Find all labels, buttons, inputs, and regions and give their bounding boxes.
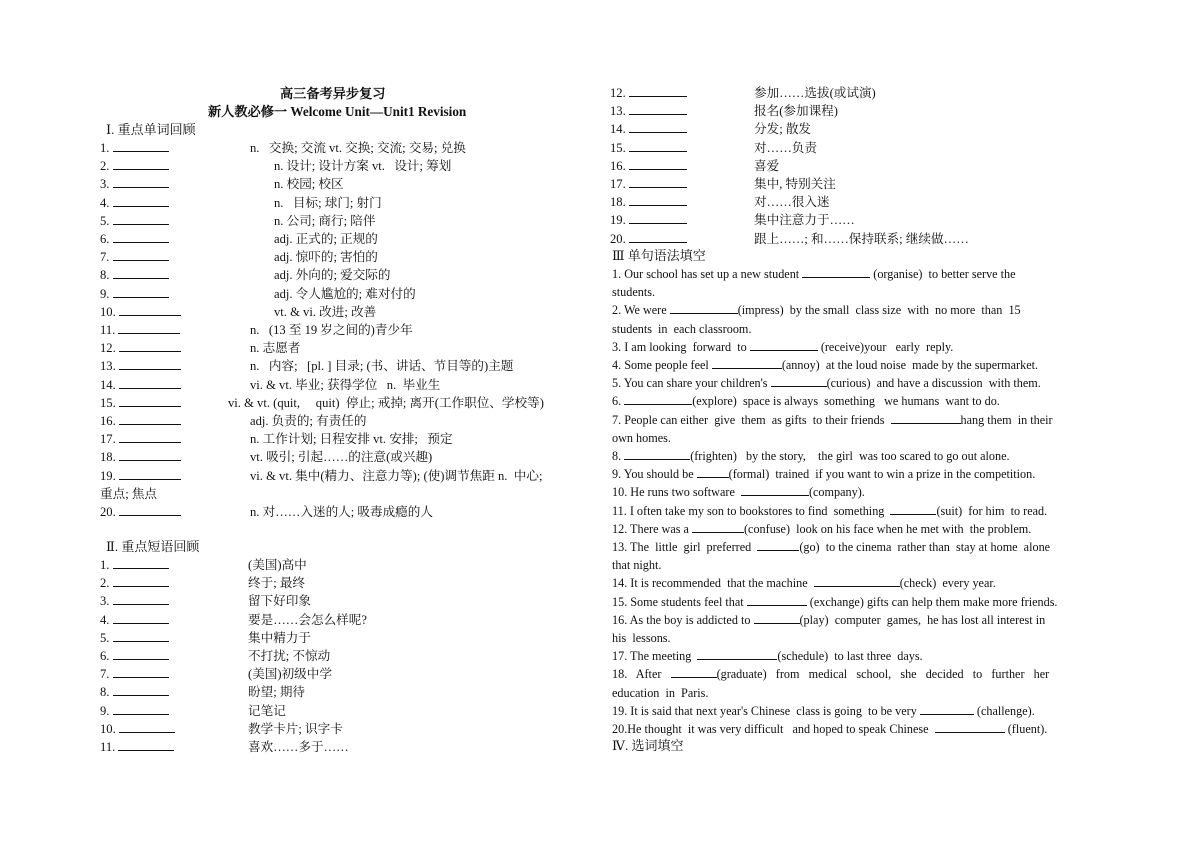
item-definition: 对……很入迷	[754, 195, 830, 210]
phrase-item	[100, 574, 590, 592]
phrase-item	[610, 84, 1100, 102]
phrase-item	[610, 230, 1100, 248]
answer-blank[interactable]	[113, 683, 169, 696]
item-number: 19.	[610, 213, 626, 228]
item-definition: vi. & vt. (quit, quit) 停止; 戒掉; 离开(工作职位、学校等)	[228, 395, 544, 410]
sentence-text: 1. Our school has set up a new student	[612, 267, 803, 281]
vocab-item	[100, 430, 590, 448]
item-number: 1.	[100, 141, 110, 155]
sentence-text: 12. There was a	[612, 521, 692, 536]
item-definition: 对……负责	[754, 140, 817, 155]
phrase-item	[100, 683, 590, 701]
grammar-sentence	[612, 411, 1098, 429]
sentence-text: 15. Some students feel that	[612, 594, 747, 609]
phrase-item	[610, 175, 1100, 193]
grammar-sentence	[612, 665, 1098, 683]
grammar-sentence	[612, 356, 1098, 374]
grammar-sentence	[612, 647, 1098, 665]
vocab-item	[100, 376, 590, 394]
phrase-item	[610, 139, 1100, 157]
answer-blank[interactable]	[747, 593, 807, 606]
item-number: 16.	[100, 414, 116, 428]
item-definition: 终于; 最终	[248, 576, 306, 591]
grammar-sentence	[612, 374, 1098, 392]
answer-blank[interactable]	[802, 265, 870, 278]
item-definition: 喜爱	[754, 158, 780, 173]
item-number: 14.	[610, 122, 626, 137]
phrase-item	[100, 629, 590, 647]
phrase-item	[610, 157, 1100, 175]
answer-blank[interactable]	[113, 574, 169, 587]
sentence-continuation: that night.	[612, 558, 662, 573]
answer-blank[interactable]	[113, 194, 169, 207]
answer-blank[interactable]	[113, 139, 169, 152]
answer-blank[interactable]	[118, 738, 174, 751]
answer-blank[interactable]	[119, 430, 181, 443]
answer-blank[interactable]	[624, 447, 690, 460]
item-number: 17.	[610, 177, 626, 191]
section-heading: Ⅳ. 选词填空	[612, 738, 684, 754]
answer-blank[interactable]	[113, 702, 169, 715]
sentence-continuation: education in Paris.	[612, 685, 709, 700]
answer-blank[interactable]	[670, 301, 738, 314]
item-number: 3.	[100, 594, 110, 609]
item-number: 10.	[100, 304, 116, 319]
item-number: 20.	[610, 231, 626, 246]
answer-blank[interactable]	[113, 665, 169, 678]
sentence-text: 7. People can either give them as gifts to their friends	[612, 412, 891, 427]
item-definition: n. 交换; 交流 vt. 交换; 交流; 交易; 兑换	[250, 141, 466, 155]
sentence-continuation: students in each classroom.	[612, 321, 752, 336]
vocab-item	[100, 194, 590, 212]
item-definition: adj. 外向的; 爱交际的	[274, 268, 391, 283]
item-number: 20.	[100, 505, 116, 519]
vocab-item	[100, 285, 590, 303]
phrase-item	[610, 193, 1100, 211]
item-number: 6.	[100, 232, 110, 246]
grammar-sentence	[612, 338, 1098, 356]
phrase-item	[100, 702, 590, 720]
item-definition: n. 对……入迷的人; 吸毒成瘾的人	[250, 505, 433, 519]
answer-blank[interactable]	[629, 157, 687, 170]
grammar-sentence	[612, 538, 1098, 556]
item-number: 12.	[610, 86, 626, 100]
answer-blank[interactable]	[113, 175, 169, 188]
item-number: 11.	[100, 740, 116, 754]
item-number: 18.	[610, 195, 626, 210]
item-definition: 跟上……; 和……保持联系; 继续做……	[754, 231, 969, 246]
vocab-item	[100, 175, 590, 193]
section-heading: Ⅱ. 重点短语回顾	[106, 539, 200, 554]
section-heading: Ⅲ 单句语法填空	[612, 248, 706, 263]
item-number: 17.	[100, 432, 116, 447]
phrase-item	[610, 102, 1100, 120]
vocab-item	[100, 321, 590, 339]
sentence-text: 2. We were	[612, 303, 670, 318]
item-definition: (美国)高中	[248, 558, 307, 572]
item-number: 11.	[100, 323, 116, 337]
item-number: 7.	[100, 250, 110, 265]
grammar-sentence	[612, 593, 1098, 611]
phrase-item	[100, 738, 590, 756]
sentence-text: (curious) and have a discussion with them.	[826, 376, 1041, 391]
grammar-sentence	[612, 502, 1098, 520]
item-number: 2.	[100, 576, 110, 591]
item-definition: 分发; 散发	[754, 122, 812, 137]
item-number: 16.	[610, 158, 626, 173]
answer-blank[interactable]	[113, 556, 169, 569]
sentence-text: 8.	[612, 449, 625, 463]
answer-blank[interactable]	[119, 448, 181, 461]
answer-blank[interactable]	[113, 230, 169, 243]
vocab-item	[100, 230, 590, 248]
vocab-item	[100, 485, 590, 503]
answer-blank[interactable]	[113, 248, 169, 261]
answer-blank[interactable]	[771, 374, 827, 387]
sentence-text: 14. It is recommended that the machine	[612, 576, 814, 591]
phrase-item	[610, 120, 1100, 138]
page-subtitle: 新人教必修一 Welcome Unit—Unit1 Revision	[208, 104, 467, 119]
answer-blank[interactable]	[113, 611, 169, 624]
answer-blank[interactable]	[920, 702, 974, 715]
answer-blank[interactable]	[697, 647, 777, 660]
item-number: 13.	[100, 359, 116, 374]
answer-blank[interactable]	[754, 611, 800, 624]
item-definition: n. 内容; [pl. ] 目录; (书、讲话、节目等的)主题	[250, 359, 514, 374]
answer-blank[interactable]	[935, 720, 1005, 733]
sentence-text: 13. The little girl preferred	[612, 540, 758, 554]
item-definition: n. 工作计划; 日程安排 vt. 安排; 预定	[250, 432, 453, 447]
item-definition: vt. 吸引; 引起……的注意(或兴趣)	[250, 450, 433, 465]
vocab-item	[100, 448, 590, 466]
item-definition: 要是……会怎么样呢?	[248, 612, 367, 627]
answer-blank[interactable]	[629, 102, 687, 115]
item-definition: n. 校园; 校区	[274, 177, 344, 192]
item-number: 2.	[100, 159, 110, 174]
item-number: 4.	[100, 195, 110, 210]
sentence-text: (challenge).	[973, 703, 1035, 718]
sentence-text: 19. It is said that next year's Chinese class is going to be very	[612, 703, 920, 718]
sentence-text: (annoy) at the loud noise made by the supermarket.	[781, 358, 1039, 372]
item-number: 1.	[100, 558, 110, 572]
item-definition: adj. 正式的; 正规的	[274, 232, 378, 246]
vocab-item	[100, 248, 590, 266]
answer-blank[interactable]	[697, 465, 729, 478]
grammar-sentence	[612, 392, 1098, 410]
vocab-item	[100, 394, 590, 412]
item-definition: vi. & vt. 集中(精力、注意力等); (使)调节焦距 n. 中心;	[250, 468, 543, 483]
item-definition: 集中, 特别关注	[754, 177, 836, 191]
sentence-text: 6.	[612, 394, 625, 409]
answer-blank[interactable]	[119, 503, 181, 516]
item-definition: 重点; 焦点	[100, 486, 158, 501]
item-definition: n. (13 至 19 岁之间的)青少年	[250, 323, 413, 337]
sentence-text: (confuse) look on his face when he met with the problem.	[743, 521, 1032, 536]
sentence-text: (receive)your early reply.	[817, 339, 954, 354]
vocab-item	[100, 212, 590, 230]
sentence-text: 18. After	[612, 667, 671, 682]
answer-blank[interactable]	[119, 339, 181, 352]
answer-blank[interactable]	[629, 120, 687, 133]
sentence-text: 9. You should be	[612, 467, 697, 482]
grammar-sentence	[612, 301, 1098, 319]
grammar-sentence	[612, 520, 1098, 538]
item-definition: 盼望; 期待	[248, 685, 306, 700]
answer-blank[interactable]	[629, 84, 687, 97]
sentence-text: (impress) by the small class size with no more than 15	[737, 303, 1021, 318]
item-definition: 不打扰; 不惊动	[248, 649, 331, 663]
vocab-item	[100, 303, 590, 321]
item-number: 15.	[610, 140, 626, 155]
section-heading: Ⅰ. 重点单词回顾	[106, 122, 196, 137]
vocab-item	[100, 339, 590, 357]
sentence-text: (check) every year.	[899, 576, 996, 591]
answer-blank[interactable]	[757, 538, 799, 551]
item-number: 14.	[100, 377, 116, 392]
answer-blank[interactable]	[750, 338, 818, 351]
item-definition: 喜欢……多于……	[248, 740, 349, 754]
vocab-item	[100, 357, 590, 375]
item-definition: vt. & vi. 改进; 改善	[274, 304, 377, 319]
item-definition: (美国)初级中学	[248, 667, 332, 682]
answer-blank[interactable]	[119, 376, 181, 389]
item-definition: adj. 令人尴尬的; 难对付的	[274, 286, 416, 301]
phrase-item	[100, 592, 590, 610]
phrase-item	[100, 556, 590, 574]
answer-blank[interactable]	[119, 394, 181, 407]
phrase-item	[100, 647, 590, 665]
vocab-item	[100, 157, 590, 175]
item-number: 15.	[100, 395, 116, 410]
item-number: 12.	[100, 341, 116, 356]
sentence-text: 10. He runs two software	[612, 485, 741, 500]
sentence-continuation: his lessons.	[612, 631, 671, 645]
grammar-sentence	[612, 702, 1098, 720]
sentence-text: (graduate) from medical school, she decided to further her	[716, 667, 1050, 682]
item-definition: 教学卡片; 识字卡	[248, 721, 343, 736]
answer-blank[interactable]	[119, 303, 181, 316]
sentence-continuation: students.	[612, 285, 655, 300]
answer-blank[interactable]	[119, 412, 181, 425]
item-number: 9.	[100, 703, 110, 718]
item-definition: n. 设计; 设计方案 vt. 设计; 筹划	[274, 159, 452, 174]
answer-blank[interactable]	[119, 467, 181, 480]
grammar-sentence	[612, 720, 1098, 738]
answer-blank[interactable]	[113, 157, 169, 170]
answer-blank[interactable]	[113, 592, 169, 605]
answer-blank[interactable]	[624, 392, 692, 405]
answer-blank[interactable]	[113, 629, 169, 642]
item-number: 9.	[100, 286, 110, 301]
grammar-sentence	[612, 574, 1098, 592]
vocab-item	[100, 139, 590, 157]
item-definition: vi. & vt. 毕业; 获得学位 n. 毕业生	[250, 377, 441, 392]
answer-blank[interactable]	[629, 193, 687, 206]
item-definition: 留下好印象	[248, 594, 311, 609]
sentence-text: hang them in their	[960, 412, 1053, 427]
sentence-text: (organise) to better serve the	[870, 267, 1016, 281]
answer-blank[interactable]	[890, 502, 936, 515]
item-definition: 报名(参加课程)	[754, 104, 838, 119]
phrase-item	[100, 665, 590, 683]
item-definition: adj. 负责的; 有责任的	[250, 414, 367, 428]
item-number: 19.	[100, 468, 116, 483]
answer-blank[interactable]	[712, 356, 782, 369]
item-definition: n. 目标; 球门; 射门	[274, 195, 382, 210]
answer-blank[interactable]	[741, 483, 809, 496]
page-title: 高三备考异步复习	[280, 86, 386, 101]
sentence-text: 16. As the boy is addicted to	[612, 612, 754, 627]
sentence-continuation: own homes.	[612, 430, 671, 445]
phrase-item	[610, 211, 1100, 229]
item-definition: 集中精力于	[248, 630, 311, 645]
item-definition: adj. 惊吓的; 害怕的	[274, 250, 378, 265]
phrase-item	[100, 611, 590, 629]
vocab-item	[100, 467, 590, 485]
sentence-text: 3. I am looking forward to	[612, 339, 750, 354]
vocab-item	[100, 412, 590, 430]
sentence-text: (suit) for him to read.	[936, 503, 1048, 518]
answer-blank[interactable]	[891, 411, 961, 424]
item-definition: 集中注意力于……	[754, 213, 855, 228]
answer-blank[interactable]	[113, 212, 169, 225]
vocab-item	[100, 266, 590, 284]
sentence-text: (fluent).	[1004, 722, 1048, 736]
answer-blank[interactable]	[118, 321, 180, 334]
sentence-text: 17. The meeting	[612, 649, 698, 664]
answer-blank[interactable]	[629, 211, 687, 224]
answer-blank[interactable]	[113, 285, 169, 298]
item-number: 4.	[100, 612, 110, 627]
grammar-sentence	[612, 447, 1098, 465]
answer-blank[interactable]	[119, 357, 181, 370]
answer-blank[interactable]	[629, 175, 687, 188]
phrase-item	[100, 720, 590, 738]
sentence-text: (formal) trained if you want to win a prize in the competition.	[728, 467, 1036, 482]
item-number: 8.	[100, 685, 110, 700]
grammar-sentence	[612, 611, 1098, 629]
answer-blank[interactable]	[629, 139, 687, 152]
sentence-text: (explore) space is always something we humans want to do.	[692, 394, 1000, 409]
grammar-sentence	[612, 265, 1098, 283]
sentence-text: 5. You can share your children's	[612, 376, 771, 391]
item-number: 10.	[100, 721, 116, 736]
answer-blank[interactable]	[113, 647, 169, 660]
sentence-text: 20.He thought it was very difficult and hoped to speak Chinese	[612, 722, 935, 736]
item-number: 6.	[100, 649, 110, 663]
sentence-text: (schedule) to last three days.	[777, 649, 923, 664]
grammar-sentence	[612, 465, 1098, 483]
item-definition: n. 公司; 商行; 陪伴	[274, 213, 376, 228]
item-definition: n. 志愿者	[250, 341, 301, 356]
answer-blank[interactable]	[629, 230, 687, 243]
answer-blank[interactable]	[119, 720, 175, 733]
answer-blank[interactable]	[692, 520, 744, 533]
item-number: 8.	[100, 268, 110, 283]
sentence-text: (exchange) gifts can help them make more friends.	[806, 594, 1058, 609]
item-number: 13.	[610, 104, 626, 119]
sentence-text: (frighten) by the story, the girl was too scared to go out alone.	[690, 449, 1010, 463]
item-definition: 参加……选拔(或试演)	[754, 86, 876, 100]
answer-blank[interactable]	[814, 574, 900, 587]
sentence-text: (go) to the cinema rather than stay at home alone	[799, 540, 1051, 554]
grammar-sentence	[612, 483, 1098, 501]
sentence-text: (company).	[808, 485, 865, 500]
answer-blank[interactable]	[671, 665, 717, 678]
sentence-text: (play) computer games, he has lost all interest in	[799, 612, 1046, 627]
item-number: 5.	[100, 630, 110, 645]
vocab-item	[100, 503, 590, 521]
item-number: 7.	[100, 667, 110, 682]
item-number: 18.	[100, 450, 116, 465]
sentence-text: 11. I often take my son to bookstores to find something	[612, 503, 891, 518]
answer-blank[interactable]	[113, 266, 169, 279]
item-number: 5.	[100, 213, 110, 228]
sentence-text: 4. Some people feel	[612, 358, 712, 372]
item-definition: 记笔记	[248, 703, 286, 718]
item-number: 3.	[100, 177, 110, 192]
